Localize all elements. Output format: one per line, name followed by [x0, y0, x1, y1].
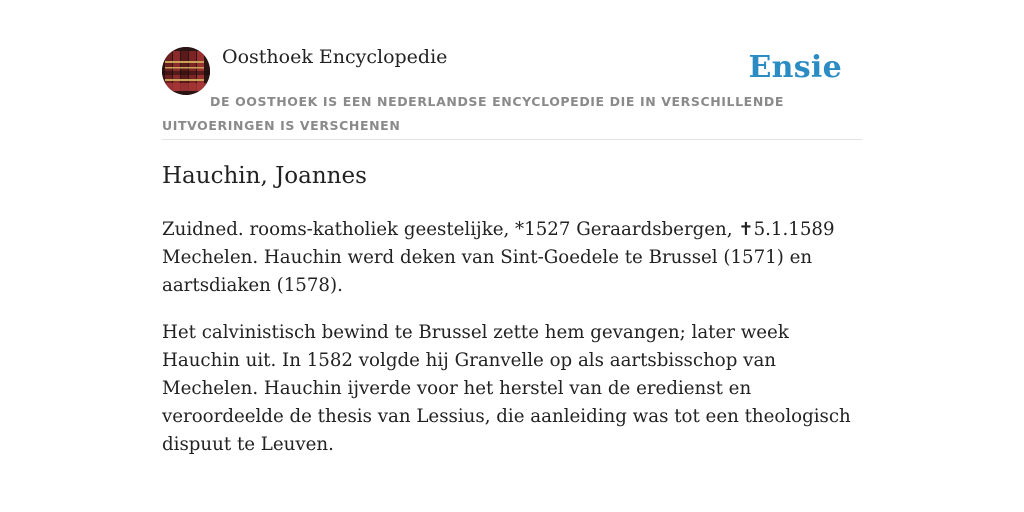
article-paragraph: Zuidned. rooms-katholiek geestelijke, *1527 Geraardsbergen, ✝5.1.1589 Mechelen. Hauchin werd deken van Sint-Goedele te Brussel (1571) en aartsdiaken (1578).: [162, 219, 835, 296]
article-card: [162, 0, 862, 455]
site-header: [162, 0, 862, 140]
encyclopedia-books-avatar[interactable]: [162, 47, 210, 95]
site-name[interactable]: Oosthoek Encyclopedie: [222, 46, 448, 68]
article-paragraph: Het calvinistisch bewind te Brussel zette hem gevangen; later week Hauchin uit. In 1582 volgde hij Granvelle op als aartsbisschop van Mechelen. Hauchin ijverde voor het herstel van de eredienst en veroordeelde de thesis van Lessius, die aanleiding was tot een theologisch dispuut te Leuven.: [162, 322, 851, 455]
page-title: Hauchin, Joannes: [162, 163, 367, 189]
brand-logo[interactable]: Ensie: [748, 50, 842, 85]
site-tagline: DE OOSTHOEK IS EEN NEDERLANDSE ENCYCLOPEDIE DIE IN VERSCHILLENDE UITVOERINGEN IS VERSCHENEN: [162, 94, 784, 133]
books-icon: [162, 47, 210, 95]
